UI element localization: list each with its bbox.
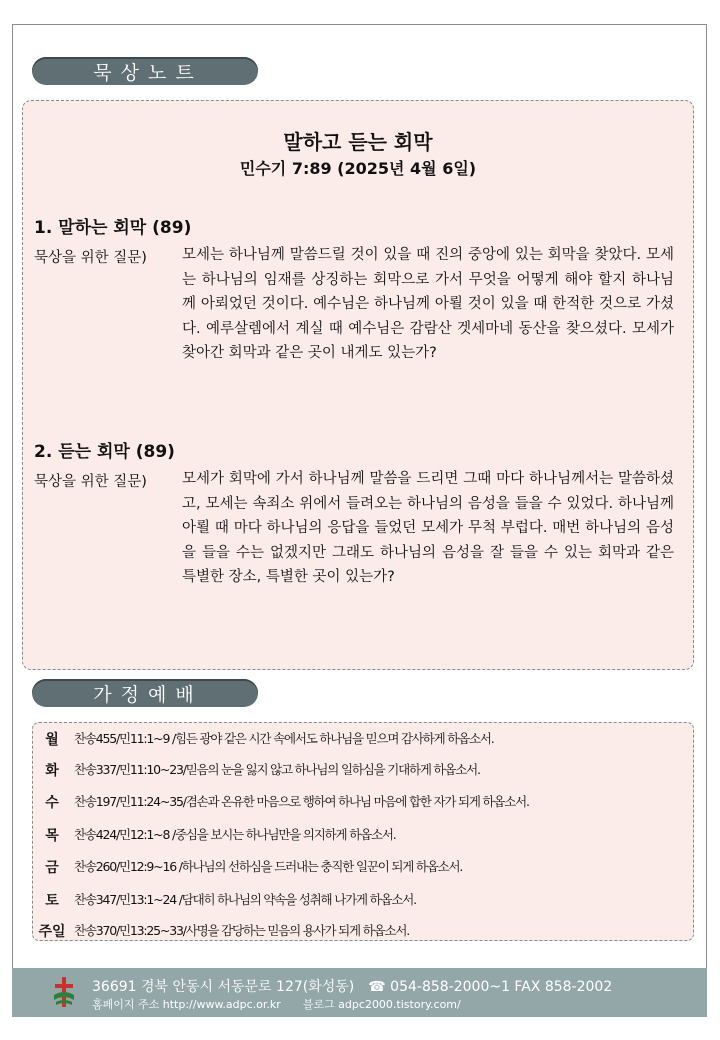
worship-row-sun [33, 921, 693, 941]
meditation-header: 묵상노트 [32, 57, 258, 85]
worship-day: 월 [45, 732, 59, 748]
worship-row-mon [33, 729, 693, 749]
family-worship-box [32, 722, 694, 941]
section-2-question-label: 묵상을 위한 질문) [34, 474, 147, 490]
section-1-heading: 1. 말하는 회막 (89) [34, 218, 192, 238]
worship-text: 찬송370/민13:25~33/사명을 감당하는 믿음의 용사가 되게 하옵소서. [74, 923, 409, 938]
worship-day: 주일 [38, 924, 66, 940]
worship-day: 목 [45, 828, 59, 844]
worship-text: 찬송424/민12:1~8 /중심을 보시는 하나님만을 의지하게 하옵소서. [74, 827, 396, 842]
worship-text: 찬송347/민13:1~24 /담대히 하나님의 약속을 성취해 나가게 하옵소서. [74, 892, 416, 907]
worship-day: 화 [45, 763, 59, 779]
section-1-question-label: 묵상을 위한 질문) [34, 250, 147, 266]
worship-row-sat [33, 890, 693, 910]
section-2-heading: 2. 듣는 회막 (89) [34, 442, 175, 462]
worship-text: 찬송455/민11:1~9 /힘든 광야 같은 시간 속에서도 하나님을 믿으며 감사하게 하옵소서. [74, 731, 494, 746]
church-logo-icon [52, 975, 76, 1009]
footer-blog-link[interactable]: 블로그 adpc2000.tistory.com/ [302, 998, 461, 1011]
worship-row-fri [33, 857, 693, 877]
worship-row-tue [33, 760, 693, 780]
worship-row-thu [33, 825, 693, 845]
worship-text: 찬송337/민11:10~23/믿음의 눈을 잃지 않고 하나님의 일하심을 기대하게 하옵소서. [74, 762, 480, 777]
footer-links [92, 996, 461, 1012]
worship-row-wed [33, 792, 693, 812]
note-scripture: 민수기 7:89 (2025년 4월 6일) [239, 159, 477, 178]
worship-day: 금 [45, 860, 59, 876]
note-title: 말하고 듣는 회막 [283, 130, 433, 154]
footer-phone: ☎ 054-858-2000~1 FAX 858-2002 [368, 979, 613, 995]
worship-day: 토 [45, 893, 59, 909]
worship-text: 찬송197/민11:24~35/겸손과 온유한 마음으로 행하여 하나님 마음에 합한 자가 되게 하옵소서. [74, 794, 529, 809]
footer-contact [92, 976, 612, 996]
meditation-box [22, 100, 694, 670]
footer-address: 36691 경북 안동시 서동문로 127(화성동) [92, 979, 355, 995]
worship-text: 찬송260/민12:9~16 /하나님의 선하심을 드러내는 충직한 일꾼이 되게 하옵소서. [74, 859, 463, 874]
section-2-question: 모세가 회막에 가서 하나님께 말씀을 드리면 그때 마다 하나님께서는 말씀하셨고, 모세는 속죄소 위에서 들려오는 하나님의 음성을 들을 수 있었다. 하나님께 아뢸 때 마다 하나님의 응답을 들었던 모세가 무척 부럽다. 매번 하나님의 음성을 들을 수는 없겠지만 그래도 하나님의 음성을 잘 들을 수 있는 회막과 같은 특별한 장소, 특별한 곳이 있는가? [182, 471, 674, 585]
family-worship-header: 가정예배 [32, 679, 258, 707]
worship-day: 수 [45, 795, 59, 811]
section-1-question: 모세는 하나님께 말씀드릴 것이 있을 때 진의 중앙에 있는 회막을 찾았다. 모세는 하나님의 임재를 상징하는 회막으로 가서 무엇을 어떻게 해야 할지 하나님께 아뢰었던 것이다. 예수님은 하나님께 아뢸 것이 있을 때 한적한 것으로 가셨다. 예루살렘에서 계실 때 예수님은 감람산 겟세마네 동산을 찾으셨다. 모세가 찾아간 회막과 같은 곳이 내게도 있는가? [182, 247, 674, 361]
footer [12, 968, 707, 1017]
footer-homepage-link[interactable]: 홈페이지 주소 http://www.adpc.or.kr [92, 998, 281, 1011]
